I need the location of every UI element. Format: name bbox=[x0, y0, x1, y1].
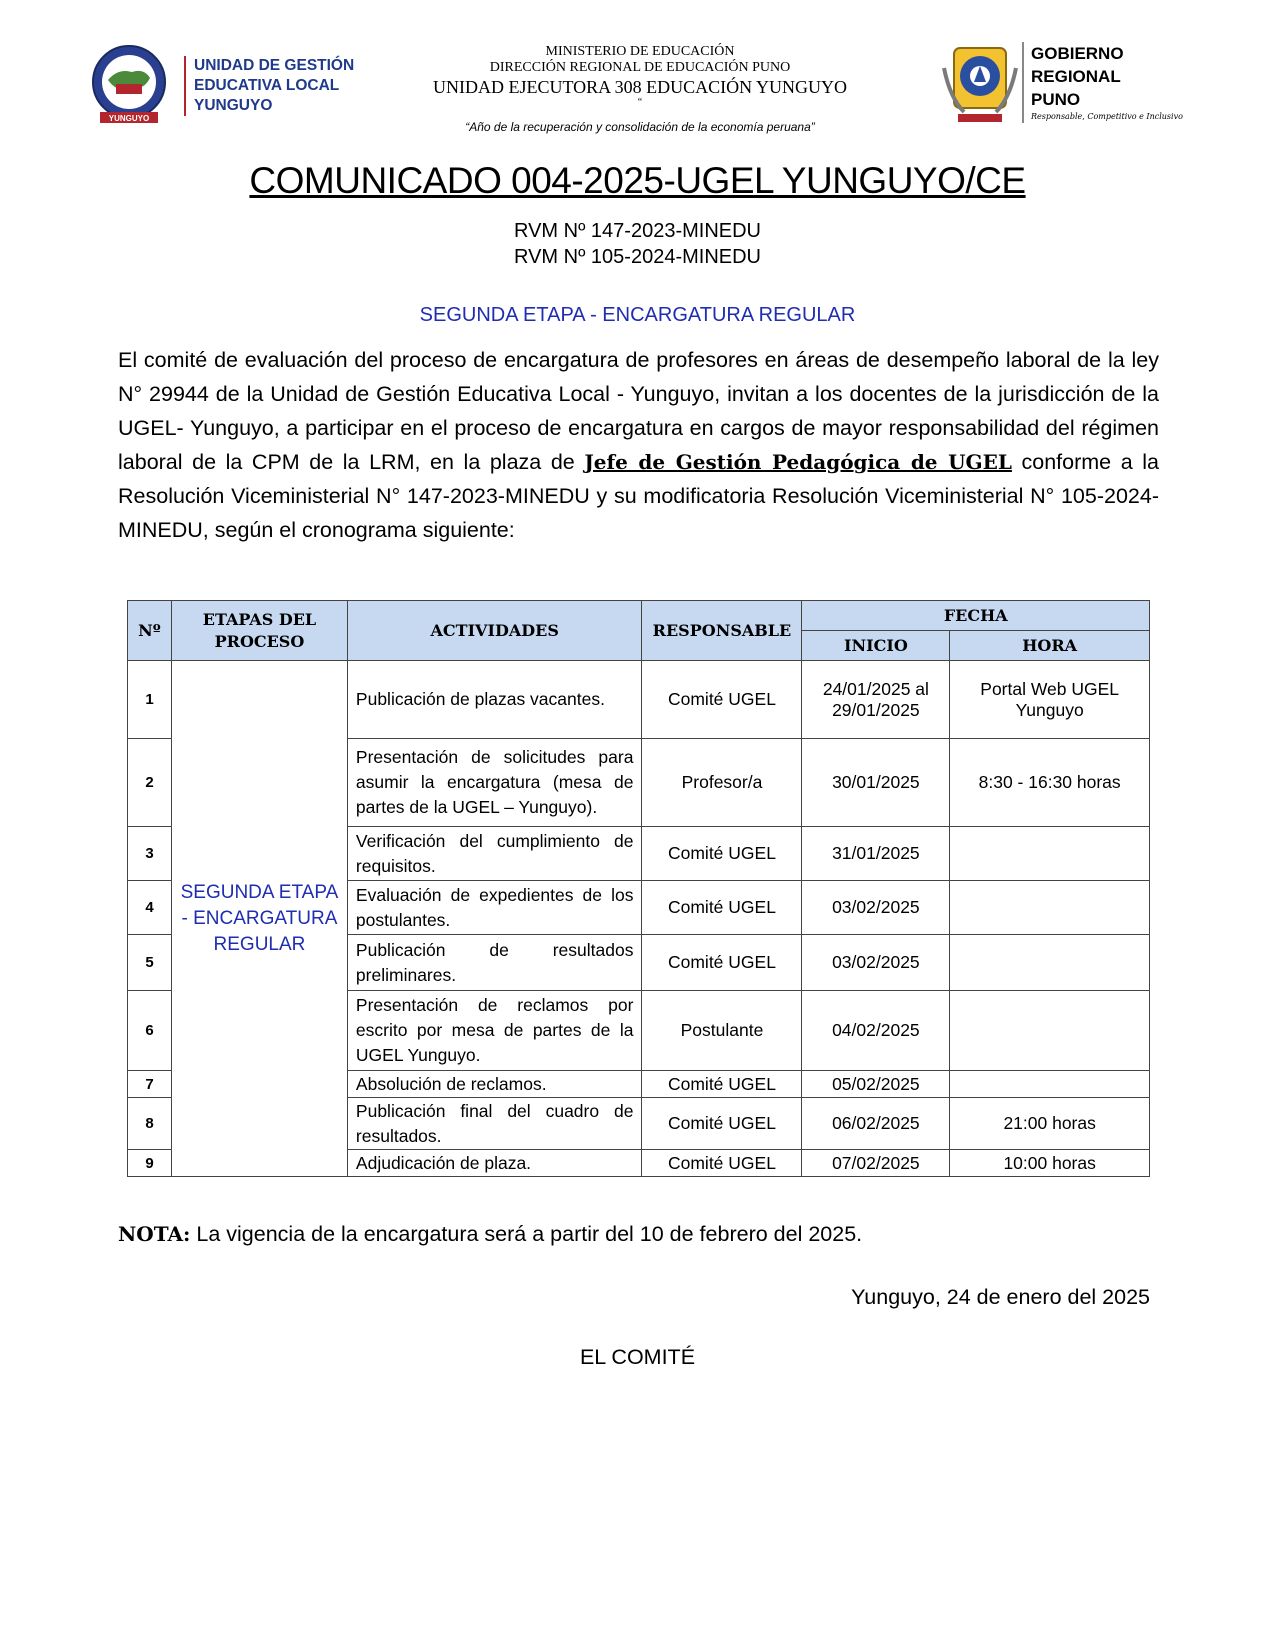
header-date: FECHA bbox=[802, 601, 1150, 631]
row-number: 8 bbox=[128, 1098, 172, 1150]
row-start: 05/02/2025 bbox=[802, 1071, 950, 1098]
row-start: 24/01/2025 al 29/01/2025 bbox=[802, 661, 950, 739]
row-start: 07/02/2025 bbox=[802, 1150, 950, 1177]
row-responsible: Comité UGEL bbox=[642, 881, 802, 935]
ministry-header bbox=[330, 44, 950, 108]
row-activity: Publicación de plazas vacantes. bbox=[347, 661, 642, 739]
row-start: 31/01/2025 bbox=[802, 827, 950, 881]
row-activity: Verificación del cumplimiento de requisitos. bbox=[347, 827, 642, 881]
row-number: 3 bbox=[128, 827, 172, 881]
document-title: COMUNICADO 004-2025-UGEL YUNGUYO/CE bbox=[249, 160, 1026, 201]
row-number: 1 bbox=[128, 661, 172, 739]
signature: EL COMITÉ bbox=[579, 1345, 696, 1369]
row-activity: Publicación final del cuadro de resultados. bbox=[347, 1098, 642, 1150]
note-label: NOTA: bbox=[118, 1222, 191, 1246]
header-start: INICIO bbox=[802, 631, 950, 661]
ministry-name: MINISTERIO DE EDUCACIÓN bbox=[545, 44, 735, 59]
ugel-name-line: UNIDAD DE GESTIÓN bbox=[194, 57, 355, 74]
schedule-table bbox=[127, 600, 1150, 1177]
row-responsible: Comité UGEL bbox=[642, 1071, 802, 1098]
row-start: 03/02/2025 bbox=[802, 935, 950, 991]
table-row bbox=[128, 661, 1150, 739]
header-stage: ETAPAS DEL PROCESO bbox=[171, 601, 347, 661]
row-number: 9 bbox=[128, 1150, 172, 1177]
header-number: Nº bbox=[128, 601, 172, 661]
regional-government-logo bbox=[940, 38, 1020, 128]
rvm-reference: RVM Nº 105-2024-MINEDU bbox=[513, 246, 761, 268]
note bbox=[118, 1222, 862, 1247]
row-responsible: Postulante bbox=[642, 991, 802, 1071]
year-motto: “Año de la recuperación y consolidación de la economía peruana” bbox=[465, 120, 815, 134]
header-time: HORA bbox=[950, 631, 1150, 661]
gob-name-line: GOBIERNO bbox=[1031, 44, 1124, 63]
row-time bbox=[950, 991, 1150, 1071]
ugel-logo bbox=[88, 44, 170, 126]
gob-name-line: REGIONAL bbox=[1031, 67, 1121, 86]
gob-tagline: Responsable, Competitivo e Inclusivo bbox=[1031, 112, 1183, 121]
row-start: 06/02/2025 bbox=[802, 1098, 950, 1150]
row-responsible: Profesor/a bbox=[642, 739, 802, 827]
row-number: 7 bbox=[128, 1071, 172, 1098]
announcement-paragraph bbox=[118, 343, 1159, 547]
row-time bbox=[950, 827, 1150, 881]
quote-mark: “ bbox=[637, 97, 643, 108]
row-number: 2 bbox=[128, 739, 172, 827]
row-number: 4 bbox=[128, 881, 172, 935]
row-time: Portal Web UGEL Yunguyo bbox=[950, 661, 1150, 739]
row-number: 6 bbox=[128, 991, 172, 1071]
regional-government-name bbox=[1022, 42, 1183, 123]
header-activities: ACTIVIDADES bbox=[347, 601, 642, 661]
row-responsible: Comité UGEL bbox=[642, 1150, 802, 1177]
row-activity: Presentación de reclamos por escrito por mesa de partes de la UGEL Yunguyo. bbox=[347, 991, 642, 1071]
row-start: 30/01/2025 bbox=[802, 739, 950, 827]
stage-heading: SEGUNDA ETAPA - ENCARGATURA REGULAR bbox=[419, 304, 856, 326]
row-time bbox=[950, 1071, 1150, 1098]
row-activity: Evaluación de expedientes de los postulantes. bbox=[347, 881, 642, 935]
row-time: 10:00 horas bbox=[950, 1150, 1150, 1177]
row-start: 03/02/2025 bbox=[802, 881, 950, 935]
gob-name-line: PUNO bbox=[1031, 90, 1081, 109]
paragraph-text: El comité de evaluación del proceso de encargatura de profesores en áreas de desempeño laboral de la ley N° 29944 de la Unidad de Gestión Educativa Local - Yunguyo, invitan a los docentes de la jurisdicción de la UGEL- Yunguyo, a participar en el proceso de encargatura en cargos de mayor responsabilidad del régimen laboral de la CPM de la LRM, en la plaza de bbox=[118, 348, 1159, 474]
executing-unit: UNIDAD EJECUTORA 308 EDUCACIÓN YUNGUYO bbox=[433, 77, 847, 97]
ugel-name-line: EDUCATIVA LOCAL bbox=[194, 77, 340, 94]
row-time: 8:30 - 16:30 horas bbox=[950, 739, 1150, 827]
row-activity: Absolución de reclamos. bbox=[347, 1071, 642, 1098]
row-time bbox=[950, 881, 1150, 935]
row-time: 21:00 horas bbox=[950, 1098, 1150, 1150]
stage-cell: SEGUNDA ETAPA - ENCARGATURA REGULAR bbox=[171, 661, 347, 1177]
row-start: 04/02/2025 bbox=[802, 991, 950, 1071]
row-responsible: Comité UGEL bbox=[642, 1098, 802, 1150]
rvm-reference: RVM Nº 147-2023-MINEDU bbox=[513, 220, 761, 242]
row-responsible: Comité UGEL bbox=[642, 935, 802, 991]
date-line: Yunguyo, 24 de enero del 2025 bbox=[851, 1285, 1150, 1309]
regional-direction: DIRECCIÓN REGIONAL DE EDUCACIÓN PUNO bbox=[489, 60, 791, 75]
note-text: La vigencia de la encargatura será a partir del 10 de febrero del 2025. bbox=[190, 1222, 863, 1246]
position-name: Jefe de Gestión Pedagógica de UGEL bbox=[584, 450, 1012, 474]
logo-banner-text: YUNGUYO bbox=[108, 114, 150, 123]
row-activity: Presentación de solicitudes para asumir la encargatura (mesa de partes de la UGEL – Yunguyo). bbox=[347, 739, 642, 827]
row-activity: Adjudicación de plaza. bbox=[347, 1150, 642, 1177]
row-activity: Publicación de resultados preliminares. bbox=[347, 935, 642, 991]
row-number: 5 bbox=[128, 935, 172, 991]
paragraph-text: conforme a la Resolución Viceministerial N° 147-2023-MINEDU y su modificatoria Resolución Viceministerial N° 105-2024-MINEDU, según el cronograma siguiente: bbox=[118, 450, 1159, 542]
ugel-name bbox=[184, 56, 354, 116]
row-time bbox=[950, 935, 1150, 991]
row-responsible: Comité UGEL bbox=[642, 827, 802, 881]
header-responsible: RESPONSABLE bbox=[642, 601, 802, 661]
row-responsible: Comité UGEL bbox=[642, 661, 802, 739]
ugel-name-line: YUNGUYO bbox=[194, 97, 273, 114]
